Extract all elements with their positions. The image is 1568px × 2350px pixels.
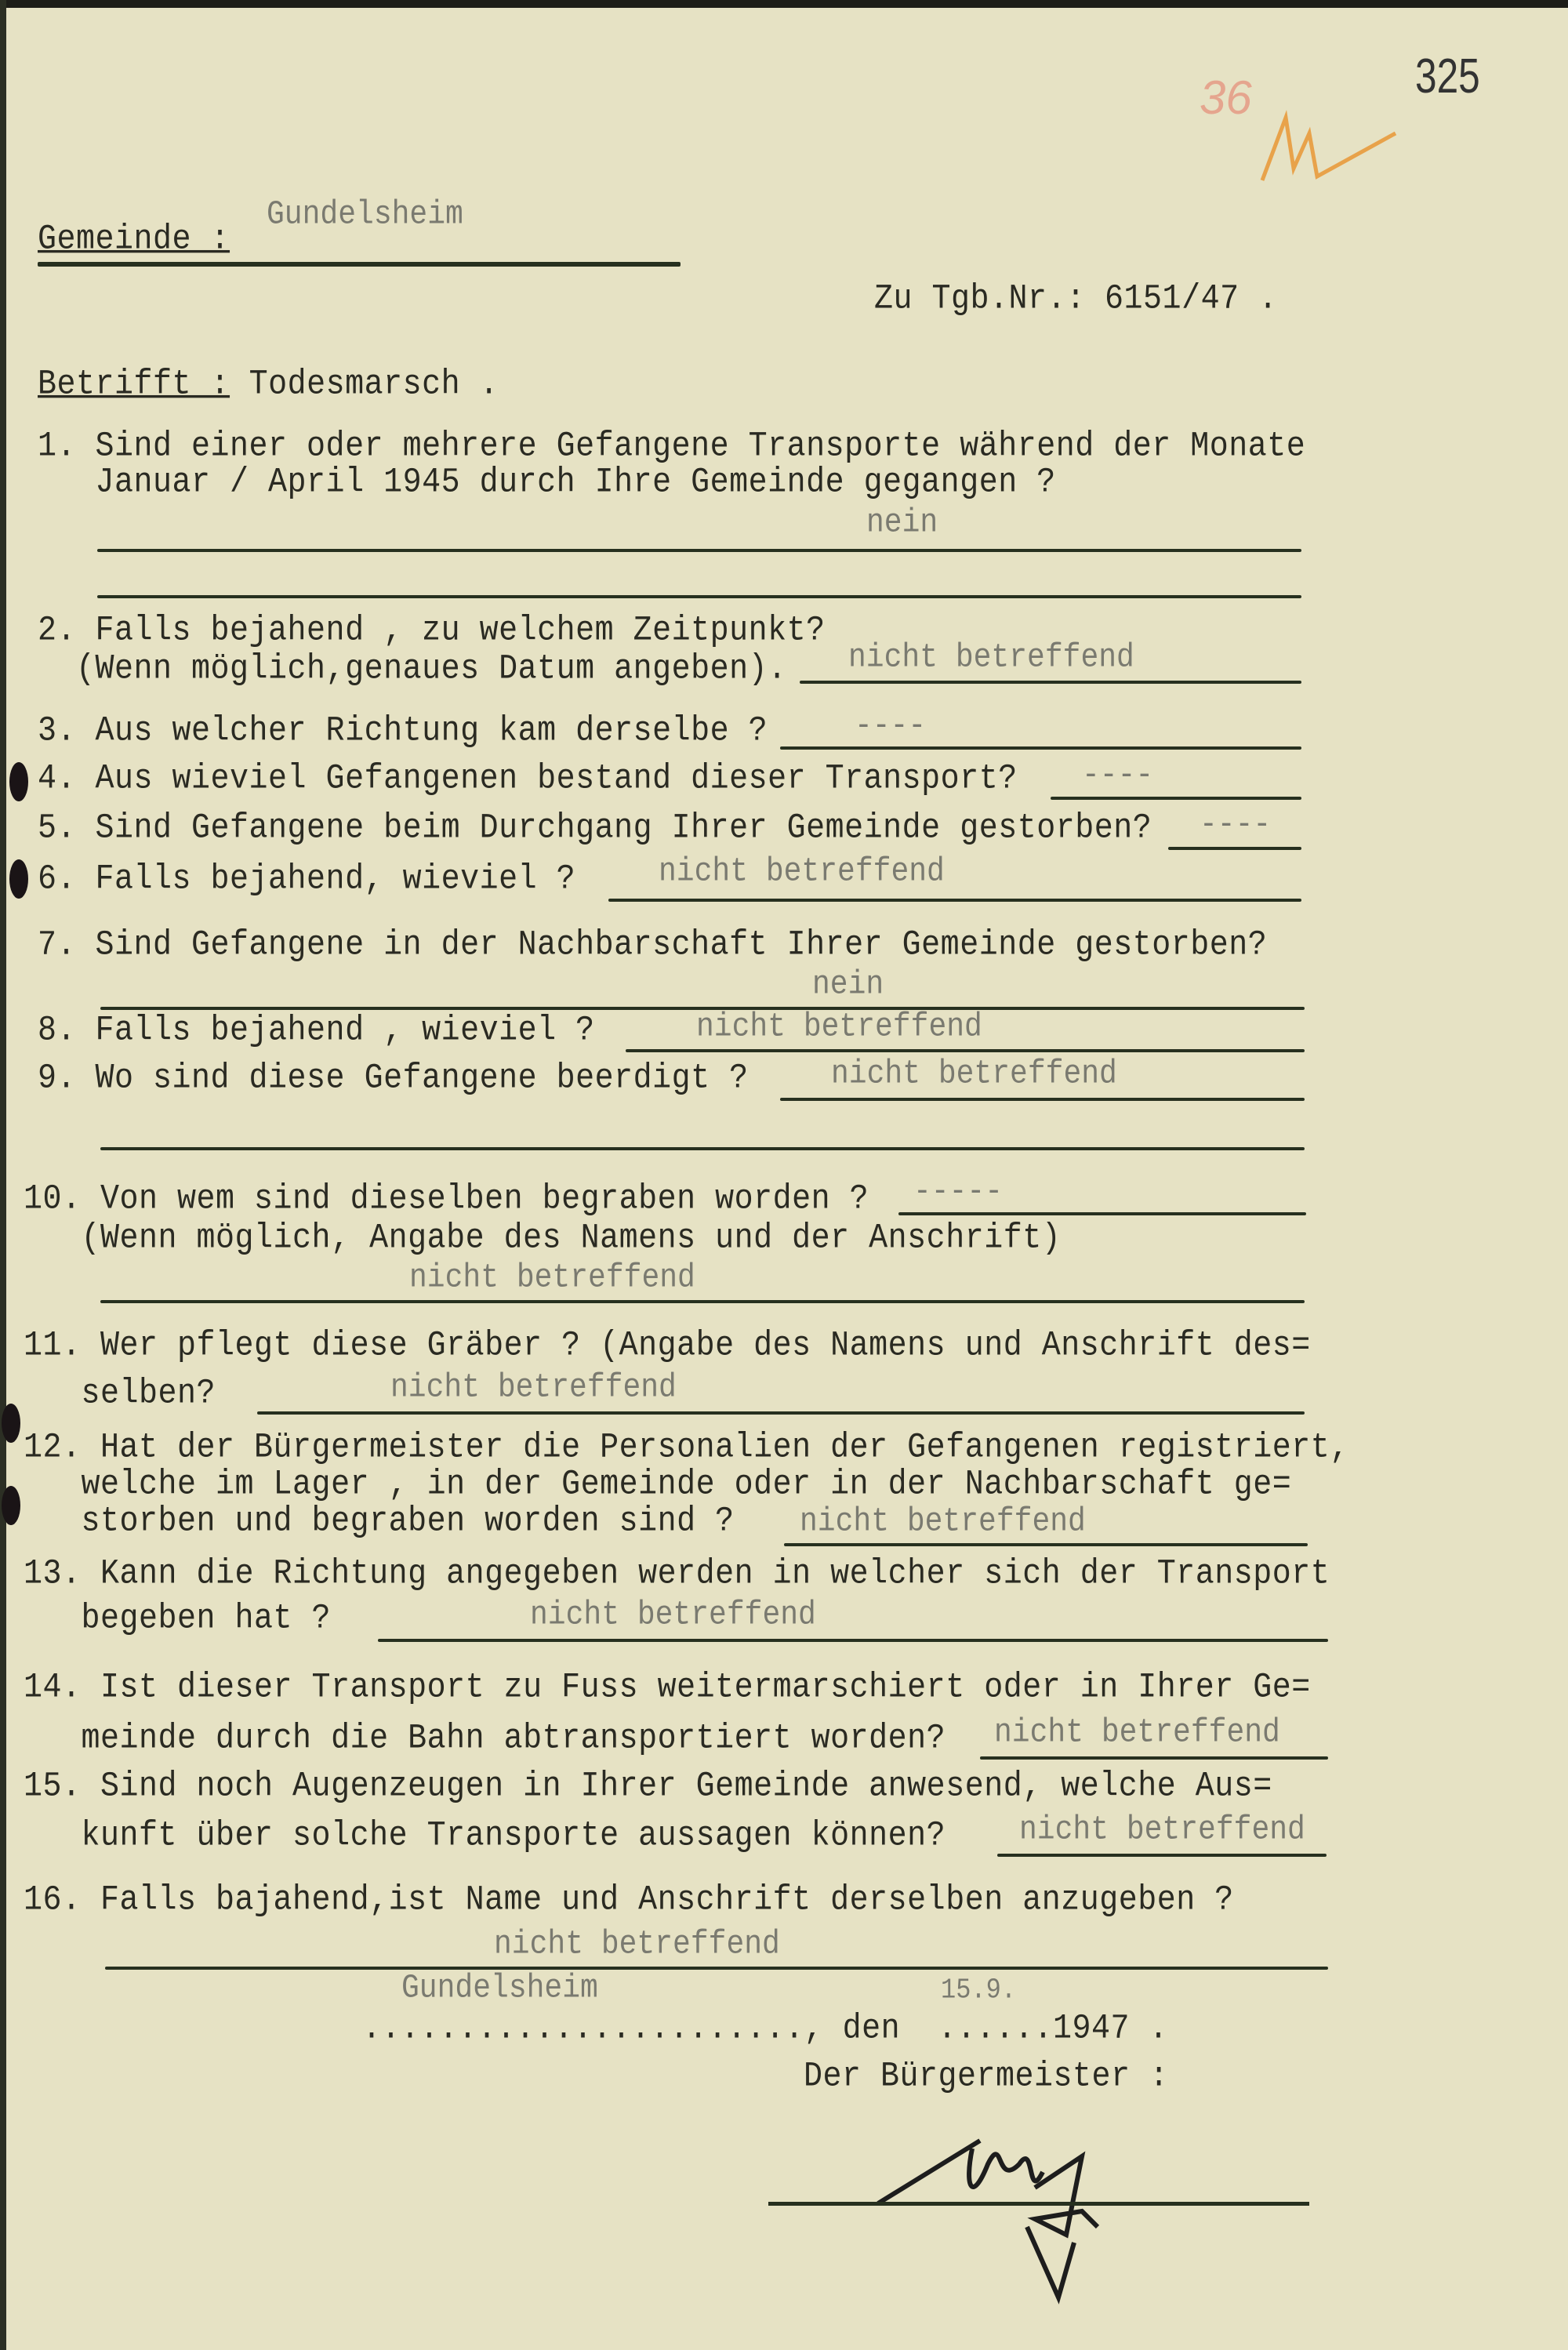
- answer-9: nicht betreffend: [831, 1055, 1117, 1094]
- question-14-line: meinde durch die Bahn abtransportiert worden?: [24, 1719, 946, 1760]
- punch-hole: [9, 762, 28, 801]
- answer-rule: [800, 681, 1301, 684]
- answer-rule: [100, 1147, 1305, 1150]
- answer-rule: [608, 899, 1301, 902]
- question-12-line: storben und begraben worden sind ?: [24, 1502, 735, 1542]
- answer-12: nicht betreffend: [800, 1503, 1086, 1542]
- question-15-line: 15. Sind noch Augenzeugen in Ihrer Gemeinde anwesend, welche Aus=: [24, 1767, 1272, 1807]
- answer-5: ----: [1200, 806, 1272, 844]
- question-12-line: 12. Hat der Bürgermeister die Personalien der Gefangenen registriert,: [24, 1428, 1349, 1469]
- footer-place: Gundelsheim: [401, 1970, 598, 2008]
- answer-rule: [378, 1639, 1328, 1642]
- reference-number: Zu Tgb.Nr.: 6151/47 .: [874, 279, 1278, 320]
- question-4: 4. Aus wieviel Gefangenen bestand dieser Transport?: [38, 759, 1018, 800]
- answer-rule: [780, 746, 1301, 750]
- answer-rule: [257, 1411, 1305, 1415]
- orange-mark: [1254, 102, 1411, 188]
- question-11-line: 11. Wer pflegt diese Gräber ? (Angabe des Namens und Anschrift des=: [24, 1326, 1311, 1367]
- question-9: 9. Wo sind diese Gefangene beerdigt ?: [38, 1059, 749, 1099]
- question-11-line: selben?: [24, 1374, 216, 1415]
- gemeinde-value: Gundelsheim: [267, 196, 463, 234]
- signature: [768, 2117, 1317, 2305]
- page-number: 325: [1415, 49, 1480, 104]
- answer-10: nicht betreffend: [409, 1259, 695, 1298]
- punch-hole: [9, 859, 28, 899]
- answer-10-dash: -----: [913, 1173, 1004, 1211]
- footer-dots: ......................., den: [362, 2009, 901, 2050]
- question-13-line: 13. Kann die Richtung angegeben werden in welcher sich der Transport: [24, 1554, 1330, 1595]
- answer-7: nein: [812, 966, 884, 1004]
- answer-3: ----: [855, 707, 927, 746]
- question-6: 6. Falls bejahend, wieviel ?: [38, 859, 576, 900]
- footer-date-day: 15.9.: [941, 1974, 1017, 2007]
- question-7: 7. Sind Gefangene in der Nachbarschaft Ihrer Gemeinde gestorben?: [38, 925, 1268, 966]
- scan-edge: [0, 0, 1568, 8]
- answer-15: nicht betreffend: [1019, 1811, 1305, 1850]
- answer-16: nicht betreffend: [494, 1926, 780, 1964]
- answer-4: ----: [1082, 757, 1154, 795]
- answer-13: nicht betreffend: [530, 1596, 816, 1635]
- question-2-line: (Wenn möglich,genaues Datum angeben).: [38, 649, 787, 690]
- footer-date: ......1947 .: [938, 2009, 1169, 2050]
- answer-rule: [105, 1967, 1328, 1970]
- answer-rule: [780, 1098, 1305, 1101]
- question-2-line: 2. Falls bejahend , zu welchem Zeitpunkt?: [38, 611, 826, 652]
- red-annotation: 36: [1200, 71, 1252, 124]
- question-12-line: welche im Lager , in der Gemeinde oder in der Nachbarschaft ge=: [24, 1465, 1292, 1506]
- question-15-line: kunft über solche Transporte aussagen können?: [24, 1816, 946, 1857]
- answer-rule: [1168, 847, 1301, 850]
- answer-11: nicht betreffend: [390, 1369, 677, 1407]
- answer-2: nicht betreffend: [848, 639, 1134, 677]
- subject-label: Betrifft :: [38, 365, 230, 405]
- punch-hole: [2, 1404, 20, 1443]
- answer-rule: [626, 1049, 1305, 1052]
- subject: [38, 366, 499, 405]
- question-3: 3. Aus welcher Richtung kam derselbe ?: [38, 711, 768, 752]
- subject-value: Todesmarsch .: [249, 365, 499, 405]
- question-10-line: 10. Von wem sind dieselben begraben worden ?: [24, 1179, 869, 1220]
- answer-14: nicht betreffend: [994, 1714, 1280, 1753]
- question-5: 5. Sind Gefangene beim Durchgang Ihrer Gemeinde gestorben?: [38, 808, 1152, 849]
- answer-rule: [997, 1854, 1327, 1857]
- gemeinde-label: Gemeinde :: [38, 220, 230, 260]
- answer-6: nicht betreffend: [659, 853, 945, 892]
- punch-hole: [2, 1486, 20, 1525]
- answer-rule: [980, 1756, 1328, 1760]
- signatory-title: Der Bürgermeister :: [804, 2057, 1169, 2098]
- answer-rule: [1051, 797, 1301, 800]
- answer-rule: [97, 549, 1301, 552]
- answer-rule: [784, 1543, 1308, 1546]
- question-10-line: (Wenn möglich, Angabe des Namens und der Anschrift): [24, 1219, 1062, 1259]
- scan-edge: [0, 0, 6, 2350]
- question-1-line: Januar / April 1945 durch Ihre Gemeinde gegangen ?: [38, 463, 1056, 503]
- answer-rule: [100, 1300, 1305, 1303]
- question-13-line: begeben hat ?: [24, 1599, 332, 1640]
- question-1-line: 1. Sind einer oder mehrere Gefangene Transporte während der Monate: [38, 427, 1306, 467]
- answer-1: nein: [866, 504, 938, 543]
- question-16: 16. Falls bajahend,ist Name und Anschrift derselben anzugeben ?: [24, 1880, 1234, 1921]
- gemeinde-rule: [38, 262, 681, 267]
- answer-rule: [898, 1212, 1306, 1215]
- answer-rule: [97, 595, 1301, 598]
- question-14-line: 14. Ist dieser Transport zu Fuss weitermarschiert oder in Ihrer Ge=: [24, 1668, 1311, 1709]
- question-8: 8. Falls bejahend , wieviel ?: [38, 1011, 595, 1052]
- answer-8: nicht betreffend: [696, 1008, 982, 1047]
